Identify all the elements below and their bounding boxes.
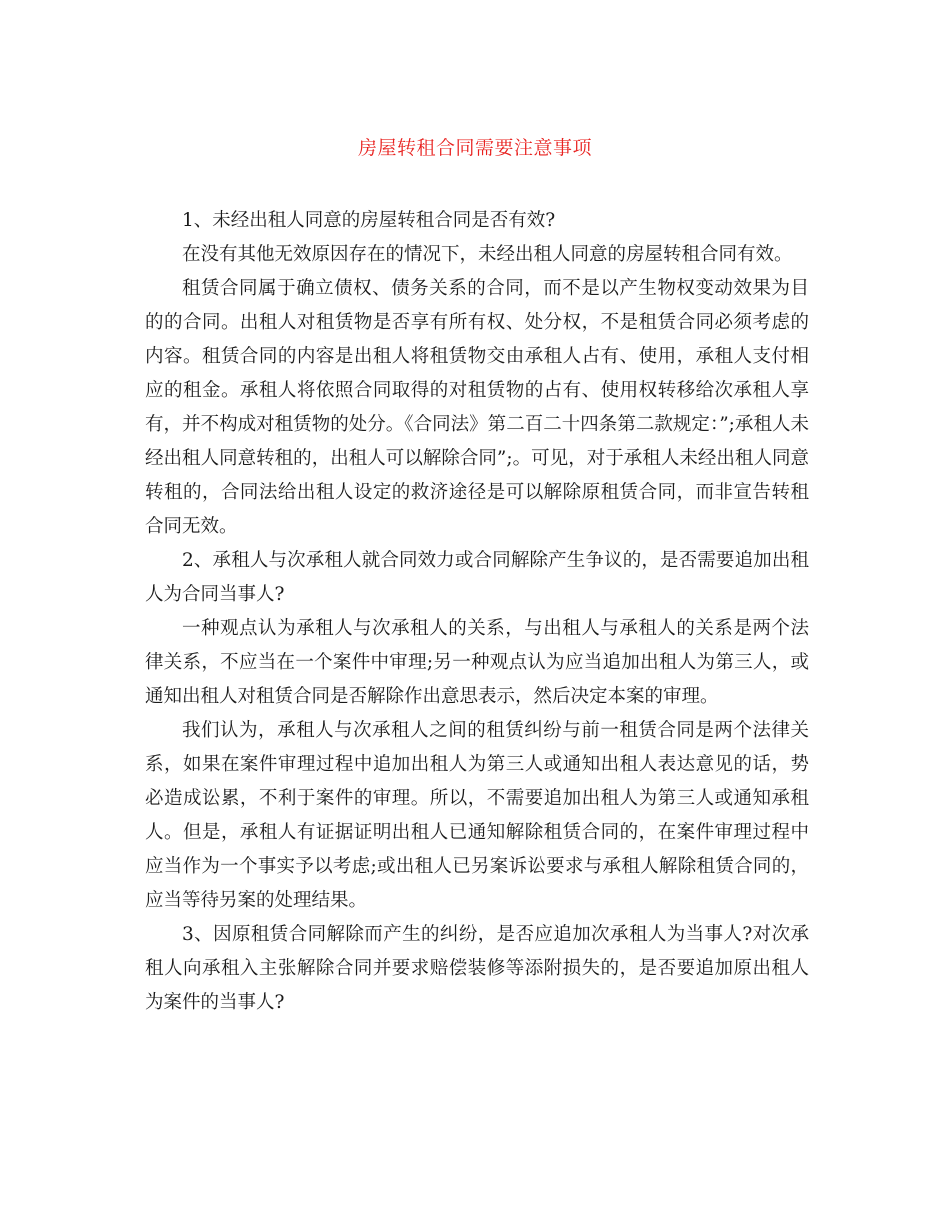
question-3: 3、因原租赁合同解除而产生的纠纷，是否应追加次承租人为当事人?对次承租人向承租入主张解除合同并要求赔偿装修等添附损失的，是否要追加原出租人为案件的当事人? [145, 924, 809, 1013]
question-2: 2、承租人与次承租人就合同效力或合同解除产生争议的，是否需要追加出租人为合同当事人? [145, 550, 809, 605]
document-body [145, 204, 809, 1020]
document-title: 房屋转租合同需要注意事项 [357, 137, 592, 159]
question-1: 1、未经出租人同意的房屋转租合同是否有效? [182, 210, 556, 231]
answer-2-views: 一种观点认为承租人与次承租人的关系，与出租人与承租人的关系是两个法律关系，不应当在一个案件中审理;另一种观点认为应当追加出租人为第三人，或通知出租人对租赁合同是否解除作出意思表示，然后决定本案的审理。 [145, 618, 809, 707]
answer-1-summary: 在没有其他无效原因存在的情况下，未经出租人同意的房屋转租合同有效。 [182, 244, 793, 265]
answer-1-detail: 租赁合同属于确立债权、债务关系的合同，而不是以产生物权变动效果为目的的合同。出租人对租赁物是否享有所有权、处分权，不是租赁合同必须考虑的内容。租赁合同的内容是出租人将租赁物交由承租人占有、使用，承租人支付相应的租金。承租人将依照合同取得的对租赁物的占有、使用权转移给次承租人享有，并不构成对租赁物的处分。《合同法》第二百二十四条第二款规定：”;承租人未经出租人同意转租的，出租人可以解除合同”;。可见，对于承租人未经出租人同意转租的，合同法给出租人设定的救济途径是可以解除原租赁合同，而非宣告转租合同无效。 [145, 278, 809, 537]
answer-2-opinion: 我们认为，承租人与次承租人之间的租赁纠纷与前一租赁合同是两个法律关系，如果在案件审理过程中追加出租人为第三人或通知出租人表达意见的话，势必造成讼累，不利于案件的审理。所以，不需要追加出租人为第三人或通知承租人。但是，承租人有证据证明出租人已通知解除租赁合同的，在案件审理过程中应当作为一个事实予以考虑;或出租人已另案诉讼要求与承租人解除租赁合同的，应当等待另案的处理结果。 [145, 720, 809, 911]
